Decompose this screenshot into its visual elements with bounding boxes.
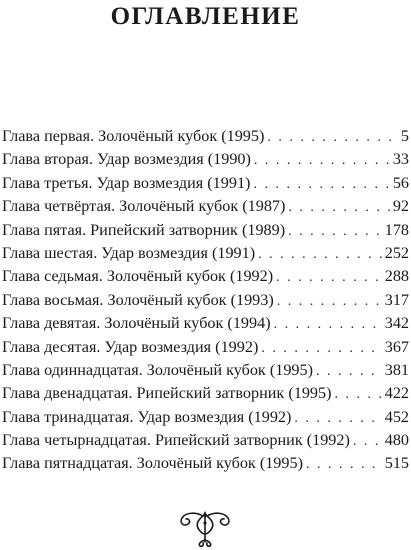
toc-entry — [2, 406, 409, 429]
toc-entry-title: Глава третья. Удар возмездия (1991) — [2, 173, 251, 192]
toc-entry — [2, 195, 409, 218]
toc-entry-title: Глава вторая. Удар возмездия (1990) — [2, 150, 251, 169]
dot-leader — [294, 407, 381, 430]
toc-entry — [2, 148, 409, 171]
dot-leader — [353, 430, 382, 453]
dot-leader — [254, 149, 390, 172]
toc-entry — [2, 312, 409, 335]
dot-leader — [288, 220, 382, 243]
toc-entry-page: 5 — [400, 127, 409, 145]
page-title: ОГЛАВЛЕНИЕ — [110, 3, 301, 30]
toc-entry-page: 56 — [392, 173, 409, 192]
toc-entry-page: 252 — [384, 243, 409, 262]
toc-entry-title: Глава десятая. Удар возмездия (1992) — [2, 337, 259, 356]
toc-entry-title: Глава тринадцатая. Удар возмездия (1992) — [2, 407, 292, 426]
dot-leader — [276, 266, 382, 289]
toc-entry — [2, 429, 409, 452]
toc-entry — [2, 125, 409, 148]
toc-entry — [2, 219, 409, 242]
dot-leader — [258, 243, 382, 266]
toc-entry — [2, 265, 409, 288]
toc-entry — [2, 359, 409, 382]
toc-entry-title: Глава седьмая. Золочёный кубок (1992) — [2, 267, 274, 286]
toc-entry-page: 342 — [384, 314, 409, 333]
toc-entry-title: Глава шестая. Удар возмездия (1991) — [2, 243, 256, 262]
toc-entry — [2, 382, 409, 405]
toc-entry-page: 422 — [384, 384, 409, 403]
toc-entry-title: Глава одиннадцатая. Золочёный кубок (1995) — [2, 360, 313, 379]
toc-entry — [2, 289, 409, 312]
dot-leader — [288, 196, 389, 219]
table-of-contents — [2, 125, 409, 476]
toc-entry-page: 515 — [384, 454, 409, 473]
dot-leader — [253, 173, 389, 196]
dot-leader — [277, 290, 382, 313]
toc-entry-title: Глава первая. Золочёный кубок (1995) — [2, 127, 265, 145]
toc-entry-page: 381 — [384, 360, 409, 379]
toc-entry — [2, 452, 409, 475]
toc-entry-page: 33 — [392, 150, 409, 169]
toc-entry — [2, 336, 409, 359]
dot-leader — [335, 383, 382, 406]
toc-entry-page: 367 — [384, 337, 409, 356]
toc-entry-page: 452 — [384, 407, 409, 426]
dot-leader — [316, 360, 382, 383]
dot-leader — [274, 313, 382, 336]
fleuron-ornament-icon — [176, 510, 234, 548]
toc-entry — [2, 242, 409, 265]
toc-entry-title: Глава восьмая. Золочёный кубок (1993) — [2, 290, 274, 309]
dot-leader — [306, 453, 382, 476]
toc-entry-page: 317 — [384, 290, 409, 309]
toc-entry-title: Глава пятнадцатая. Золочёный кубок (1995) — [2, 454, 303, 473]
toc-entry-title: Глава четырнадцатая. Рипейский затворник (1992) — [2, 431, 350, 450]
toc-entry-page: 92 — [392, 197, 409, 216]
toc-entry-title: Глава пятая. Рипейский затворник (1989) — [2, 220, 286, 239]
toc-entry — [2, 172, 409, 195]
toc-entry-page: 178 — [384, 220, 409, 239]
dot-leader — [267, 126, 396, 149]
toc-entry-title: Глава четвёртая. Золочёный кубок (1987) — [2, 197, 286, 216]
toc-entry-title: Глава девятая. Золочёный кубок (1994) — [2, 314, 271, 333]
toc-entry-page: 288 — [384, 267, 409, 286]
dot-leader — [261, 337, 381, 360]
toc-entry-title: Глава двенадцатая. Рипейский затворник (1995) — [2, 384, 332, 403]
toc-entry-page: 480 — [384, 431, 409, 450]
